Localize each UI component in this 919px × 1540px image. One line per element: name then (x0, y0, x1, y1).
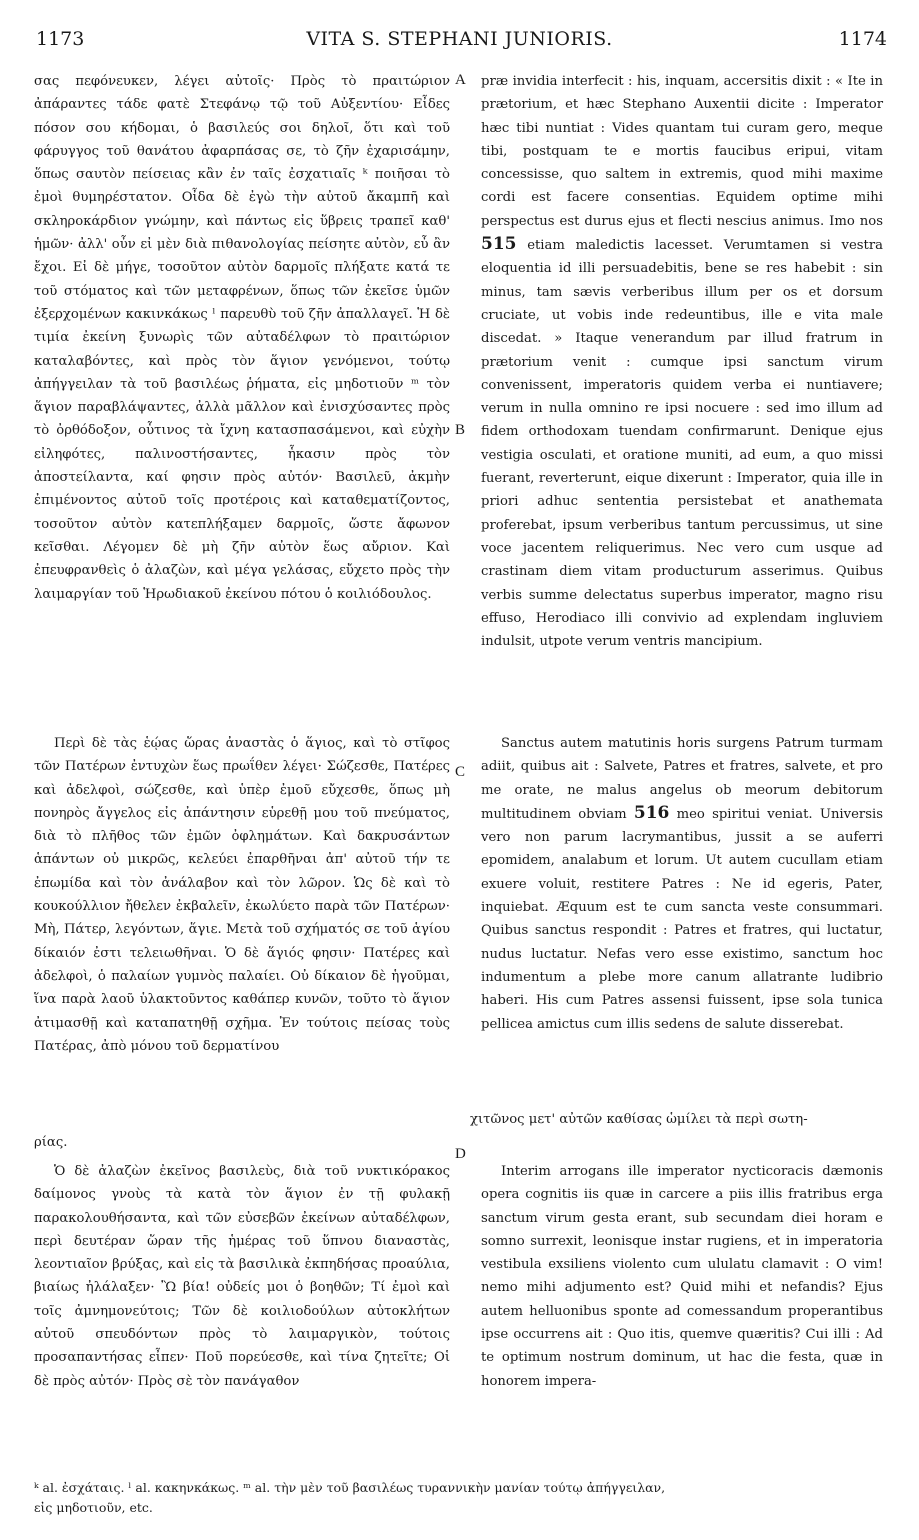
running-title: VITA S. STEPHANI JUNIORIS. (306, 28, 613, 50)
footnote-line-1: ᵏ al. ἐσχάταις. ˡ al. κακηνκάκως. ᵐ al. τὴν μὲν τοῦ βασιλέως τυραννικὴν μανίαν τούτῳ ἀπήγγειλαν, (34, 1480, 666, 1495)
latin-text-part: præ invidia interfecit : his, inquam, accersitis dixit : « Ite in prætorium, et hæc Stephano Auxentii dicite : Imperator hæc tibi nuntiat : Vides quantam tui curam gero, meque tibi, postquam te e mortis faucibus eripui, vitam concessisse, quo saltem in extremis, quod mihi maxime cordi est facere consentias. Equidem optime mihi perspectus est durus ejus et flecti nescius animus. Imo nos (481, 74, 883, 229)
latin-text-part: meo spiritui veniat. Universis vero non parum lacrymantibus, jussit a se auferri epomidem, analabum et lorum. Ut autem cucullam etiam exuere voluit, restitere Patres : Ne id egeris, Pater, inquiebat. Æquum est te cum sancta veste consummari. Quibus sanctus respondit : Patres et fratres, qui luctatur, nudus luctatur. Nefas vero esse existimo, sanctum hoc indumentum a plebe more canum allatrante ludibrio haberi. His cum Patres assensi fuissent, ipse sola tunica pellicea amictus cum illis sedens de salute disserebat. (481, 806, 883, 1032)
column-number-515: 515 (481, 234, 517, 255)
greek-paragraph-3 (34, 1160, 450, 1393)
column-number-516: 516 (633, 802, 670, 823)
greek-text: Περὶ δὲ τὰς ἑῴας ὥρας ἀναστὰς ὁ ἅγιος, καὶ τὸ στῖφος τῶν Πατέρων ἐντυχὼν ἕως πρωΐθεν λέγει· Σώζεσθε, Πατέρες καὶ ἀδελφοὶ, σώζεσθε, καὶ ὑπὲρ ἐμοῦ εὔχεσθε, ὅπως μὴ πονηρὸς ἄγγελος εἰς ἀπάντησιν εὑρεθῇ μου τοῦ πνεύματος, διὰ τὸ πλῆθος τῶν ἐμῶν ὀφλημάτων. Καὶ δακρυσάντων ἁπάντων οὐ μικρῶς, κελεύει ἐπαρθῆναι ἀπ' αὐτοῦ τήν τε ἐπωμίδα καὶ τὸν ἀνάλαβον καὶ τὸν λῶρον. Ὡς δὲ καὶ τὸ κουκούλλιον ἤθελεν ἐκβαλεῖν, ἐκωλύετο παρὰ τῶν Πατέρων· Μὴ, Πάτερ, λεγόντων, ἅγιε. Μετὰ τοῦ σχήματός σε τοῦ ἁγίου δίκαιόν ἐστι τελειωθῆναι. Ὁ δὲ ἅγιός φησιν· Πατέρες καὶ ἀδελφοὶ, ὁ παλαίων γυμνὸς παλαίει. Οὐ δίκαιον δὲ ἡγοῦμαι, ἵνα παρὰ λαοῦ ὑλακτοῦντος καθάπερ κυνῶν, τοῦτο τὸ ἅγιον ἀτιμασθῇ καὶ καταπατηθῇ σχῆμα. Ἐν τούτοις πείσας τοὺς Πατέρας, ἀπὸ μόνου τοῦ δερματίνου (34, 736, 450, 1054)
page-number-right: 1174 (838, 28, 887, 50)
latin-text-part: etiam maledictis lacesset. Verumtamen si vestra eloquentia id illi persuadebitis, bene se res habebit : sin minus, tam sævis verberibus illum per os et dorsum cruciate, ut vobis inde redeuntibus, ille e vita male discedat. » Itaque venerandum par illud fratrum in prætorium venit : cumque ipsi sanctum virum convenissent, imperatoris quidem verba ei nuntiavere; verum in nulla omnino re ipsi nocuere : sed imo illum ad fidem orthodoxam tuendam confirmarunt. Denique ejus vestigia osculati, et oratione muniti, ad eum, a quo missi fuerant, reverterunt, eique dixerunt : Imperator, quia ille in priori adhuc sententia persistebat et anathemata proferebat, ipsum verberibus tantum percussimus, ut sine voce jacentem reliquerimus. Nec vero cum usque ad crastinam diem vitam producturum asserimus. Quibus verbis summe delectatus superbus imperator, magno risu effuso, Herodiaco illi convivio ad explendam ingluviem indulsit, utpote verum ventris mancipium. (481, 238, 883, 650)
footnote-line-2: εἰς μηδοτιοῦν, etc. (34, 1500, 153, 1515)
page-number-left: 1173 (36, 28, 85, 50)
latin-paragraph-3 (481, 1160, 883, 1393)
latin-text-part: Sanctus autem matutinis horis surgens Patrum turmam adiit, quibus ait : Salvete, Patres et fratres, salvete, et pro me orate, ne malus angelus ob meorum debitorum multitudinem obviam (481, 736, 883, 822)
section-marker-b: B (455, 422, 466, 438)
page-header (28, 28, 891, 58)
section-marker-c: C (455, 764, 466, 780)
greek-tail-line: χιτῶνος μετ' αὐτῶν καθίσας ὡμίλει τὰ περὶ σωτη- (470, 1112, 808, 1127)
greek-paragraph-2 (34, 732, 450, 1058)
section-marker-d: D (455, 1146, 466, 1162)
latin-text (481, 70, 883, 653)
latin-paragraph-2 (481, 732, 883, 1036)
footnotes (34, 1478, 885, 1518)
section-marker-a: A (455, 72, 466, 88)
greek-paragraph-1 (34, 70, 450, 606)
latin-text: Interim arrogans ille imperator nycticoracis dæmonis opera cognitis iis quæ in carcere a piis illis fratribus erga sanctum virum gesta erant, sub secundam diei horam e somno surrexit, leonisque instar rugiens, et in imperatoria vestibula exsiliens violento cum ululatu clamavit : O vim! nemo mihi adjumento est? Quid mihi et nefandis? Ejus autem helluonibus sponte ad comessandum properantibus ipse occurrens ait : Quo itis, quemve quæritis? Cui illi : Ad te optimum nostrum dominum, ut hac die festa, quæ in honorem impera- (481, 1164, 883, 1389)
greek-text: Ὁ δὲ ἀλαζὼν ἐκεῖνος βασιλεὺς, διὰ τοῦ νυκτικόρακος δαίμονος γνοὺς τὰ κατὰ τὸν ἅγιον ἐν τῇ φυλακῇ παρακολουθήσαντα, καὶ τῶν εὐσεβῶν ἐκείνων αὐταδέλφων, περὶ δευτέραν ὥραν τῆς ἡμέρας τοῦ ὕπνου διαναστὰς, λεοντιαῖον βρύξας, καὶ εἰς τὰ βασιλικὰ ἐκπηδήσας προαύλια, βιαίως ἠλάλαξεν· Ὢ βία! οὐδείς μοι ὁ βοηθῶν; Τί ἐμοὶ καὶ τοῖς ἀμνημονεύτοις; Τῶν δὲ κοιλιοδούλων αὐτοκλήτων αὐτοῦ σπευδόντων πρὸς τὸ λαιμαργικὸν, τούτοις προσαπαντήσας εἶπεν· Ποῦ πορεύεσθε, καὶ τίνα ζητεῖτε; Οἱ δὲ πρὸς αὐτόν· Πρὸς σὲ τὸν πανάγαθον (34, 1164, 450, 1389)
latin-paragraph-1 (481, 70, 883, 653)
greek-paragraph-2-end (34, 1131, 94, 1154)
greek-text: σας πεφόνευκεν, λέγει αὐτοῖς· Πρὸς τὸ πραιτώριον ἀπάραντες τάδε φατὲ Στεφάνῳ τῷ τοῦ Αὐξεντίου· Εἶδες πόσον σου κήδομαι, ὁ βασιλεύς σοι δηλοῖ, ὅτι καὶ τοῦ φάρυγγος τοῦ θανάτου ἀφαρπάσας σε, τὸ ζῆν ἐχαρισάμην, ὅπως σαυτὸν πείσειας κἂν ἐν ταῖς ἐσχατιαῖς ᵏ ποιῆσαι τὸ ἐμοὶ θυμηρέστατον. Οἶδα δὲ ἐγὼ τὴν αὐτοῦ ἄκαμπῆ καὶ σκληροκάρδιον γνώμην, καὶ πάντως εἰς ὕβρεις τραπεῖ καθ' ἡμῶν· ἀλλ' οὖν εἰ μὲν διὰ πιθανολογίας πείσητε αὐτὸν, εὖ ἂν ἔχοι. Εἰ δὲ μήγε, τοσοῦτον αὐτὸν δαρμοῖς πλήξατε κατά τε τοῦ στόματος καὶ τῶν μεταφρένων, ὅπως τῶν ἐκεῖσε ὑμῶν ἐξερχομένων κακινκάκως ˡ παρευθὺ τοῦ ζῆν ἀπαλλαγεῖ. Ἡ δὲ τιμία ἐκείνη ξυνωρὶς τῶν αὐταδέλφων τὸ πραιτώριον καταλαβόντες, καὶ πρὸς τὸν ἅγιον γενόμενοι, τούτῳ ἀπήγγειλαν τὰ τοῦ βασιλέως ῥήματα, εἰς μηδοτιοῦν ᵐ τὸν ἅγιον παραβλάψαντες, ἀλλὰ μᾶλλον καὶ ἐνισχύσαντες πρὸς τὸ ὀρθόδοξον, οὗτινος τὰ ἴχνη κατασπασάμενοι, καὶ εὐχὴν εἰληφότες, παλινοστήσαντες, ἧκασιν πρὸς τὸν ἀποστείλαντα, καί φησιν πρὸς αὐτόν· Βασιλεῦ, ἀκμὴν ἐπιμένοντος αὐτοῦ τοῖς προτέροις καὶ καταθεματίζοντος, τοσοῦτον αὐτὸν κατεπλήξαμεν δαρμοῖς, ὥστε ἄφωνον κεῖσθαι. Λέγομεν δὲ μὴ ζῆν αὐτὸν ἕως αὔριον. Καὶ ἐπευφρανθεὶς ὁ ἀλαζὼν, καὶ μέγα γελάσας, εὔχετο πρὸς τὴν λαιμαργίαν τοῦ Ἡρωδιακοῦ ἐκείνου πότου ὁ κοιλιόδουλος. (34, 74, 450, 602)
latin-text (481, 732, 883, 1036)
greek-text: ρίας. (34, 1135, 68, 1150)
